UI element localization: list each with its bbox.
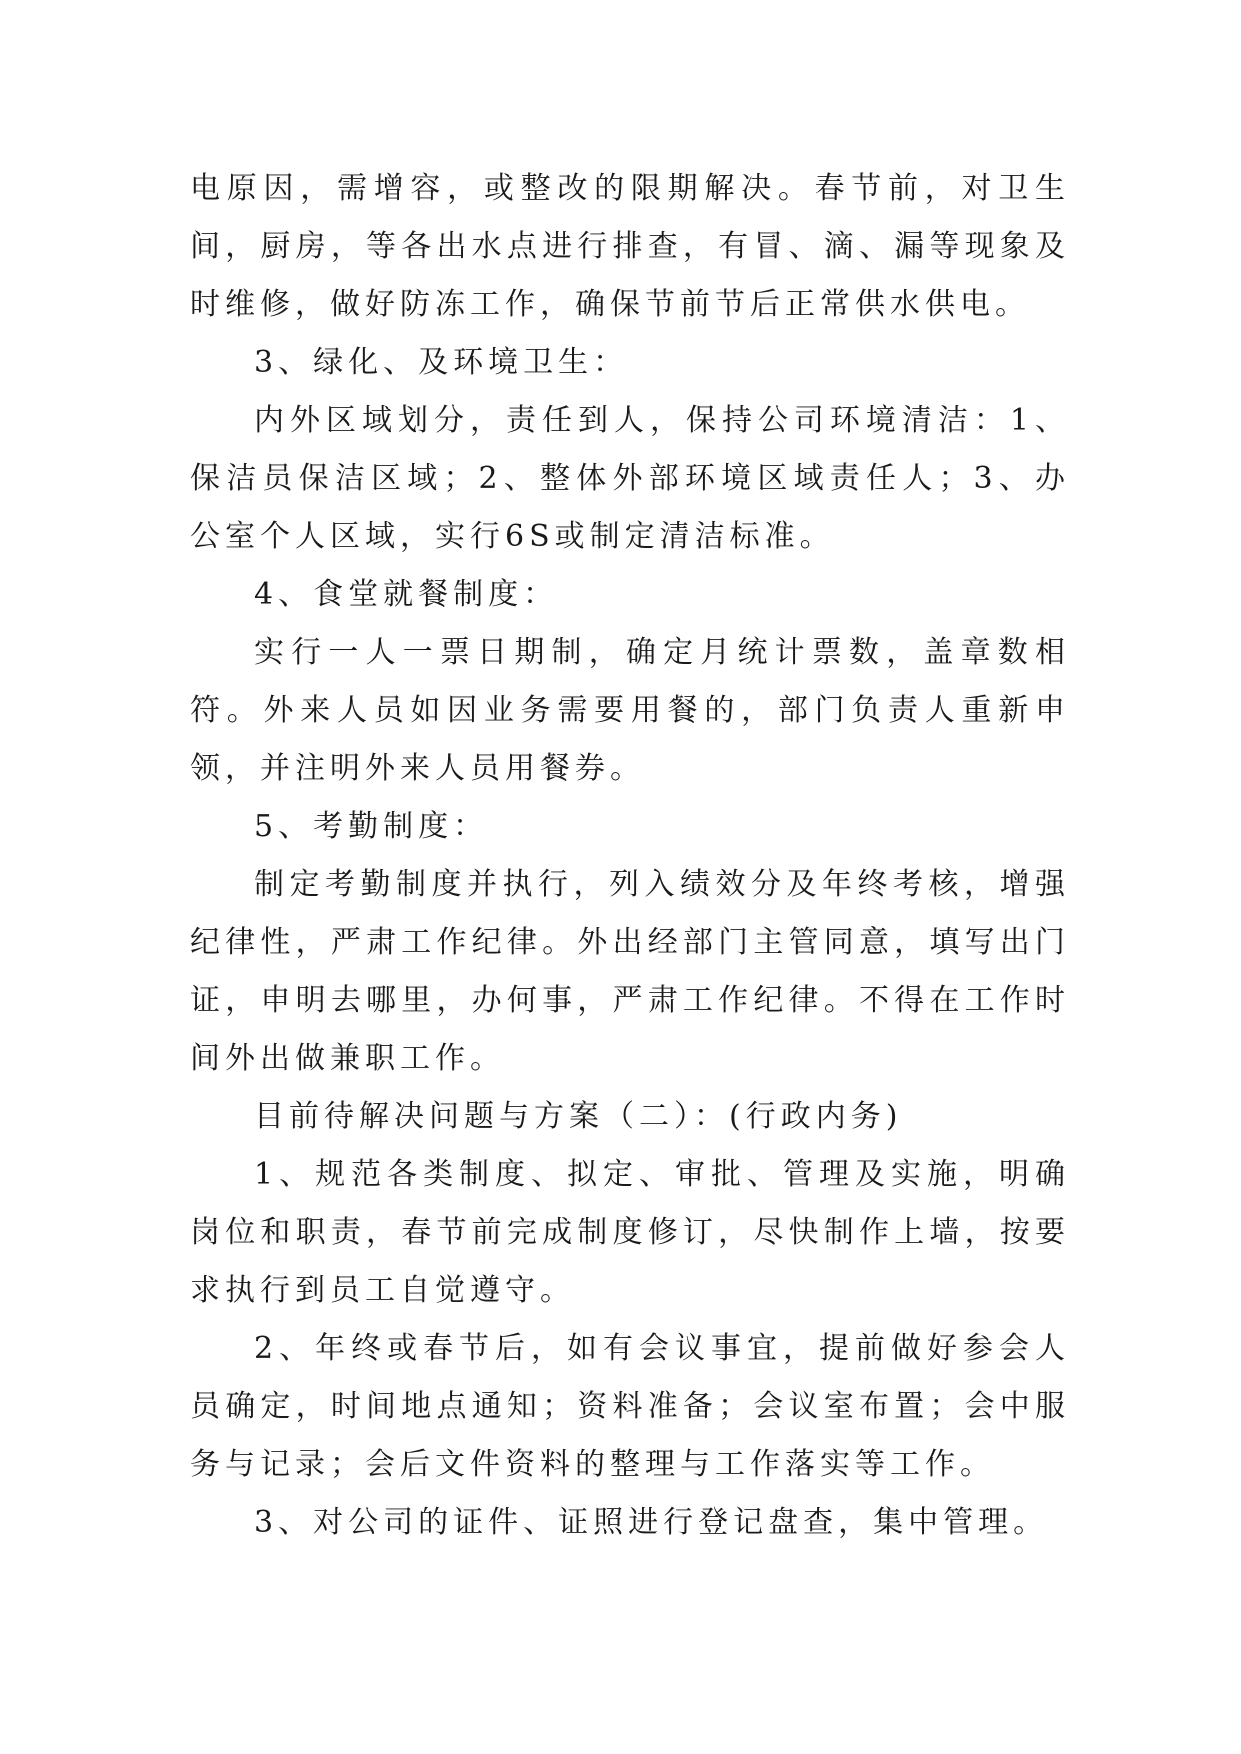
paragraph-water-electric-check: 电原因，需增容，或整改的限期解决。春节前，对卫生间，厨房，等各出水点进行排查，有冒、滴、漏等现象及时维修，做好防冻工作，确保节前节后正常供水供电。 [190, 171, 1070, 322]
document-body [190, 160, 1070, 1552]
paragraph-regulations: 1、规范各类制度、拟定、审批、管理及实施，明确岗位和职责，春节前完成制度修订，尽快制作上墙，按要求执行到员工自觉遵守。 [190, 1157, 1070, 1308]
paragraph-certificates: 3、对公司的证件、证照进行登记盘查，集中管理。 [254, 1505, 1049, 1540]
paragraph-attendance-rules: 制定考勤制度并执行，列入绩效分及年终考核，增强纪律性，严肃工作纪律。外出经部门主管同意，填写出门证，申明去哪里，办何事，严肃工作纪律。不得在工作时间外出做兼职工作。 [190, 867, 1070, 1076]
paragraph-meal-tickets: 实行一人一票日期制，确定月统计票数，盖章数相符。外来人员如因业务需要用餐的，部门负责人重新申领，并注明外来人员用餐券。 [190, 635, 1070, 786]
heading-canteen-system: 4、食堂就餐制度： [254, 577, 559, 612]
heading-greening-sanitation: 3、绿化、及环境卫生： [254, 345, 629, 380]
paragraph-meetings: 2、年终或春节后，如有会议事宜，提前做好参会人员确定，时间地点通知；资料准备；会议室布置；会中服务与记录；会后文件资料的整理与工作落实等工作。 [190, 1331, 1070, 1482]
heading-pending-issues-two: 目前待解决问题与方案（二）：(行政内务) [254, 1099, 903, 1134]
paragraph-area-cleaning: 内外区域划分，责任到人，保持公司环境清洁：1、保洁员保洁区域；2、整体外部环境区域责任人；3、办公室个人区域，实行6S或制定清洁标准。 [190, 403, 1070, 554]
heading-attendance-system: 5、考勤制度： [254, 809, 489, 844]
